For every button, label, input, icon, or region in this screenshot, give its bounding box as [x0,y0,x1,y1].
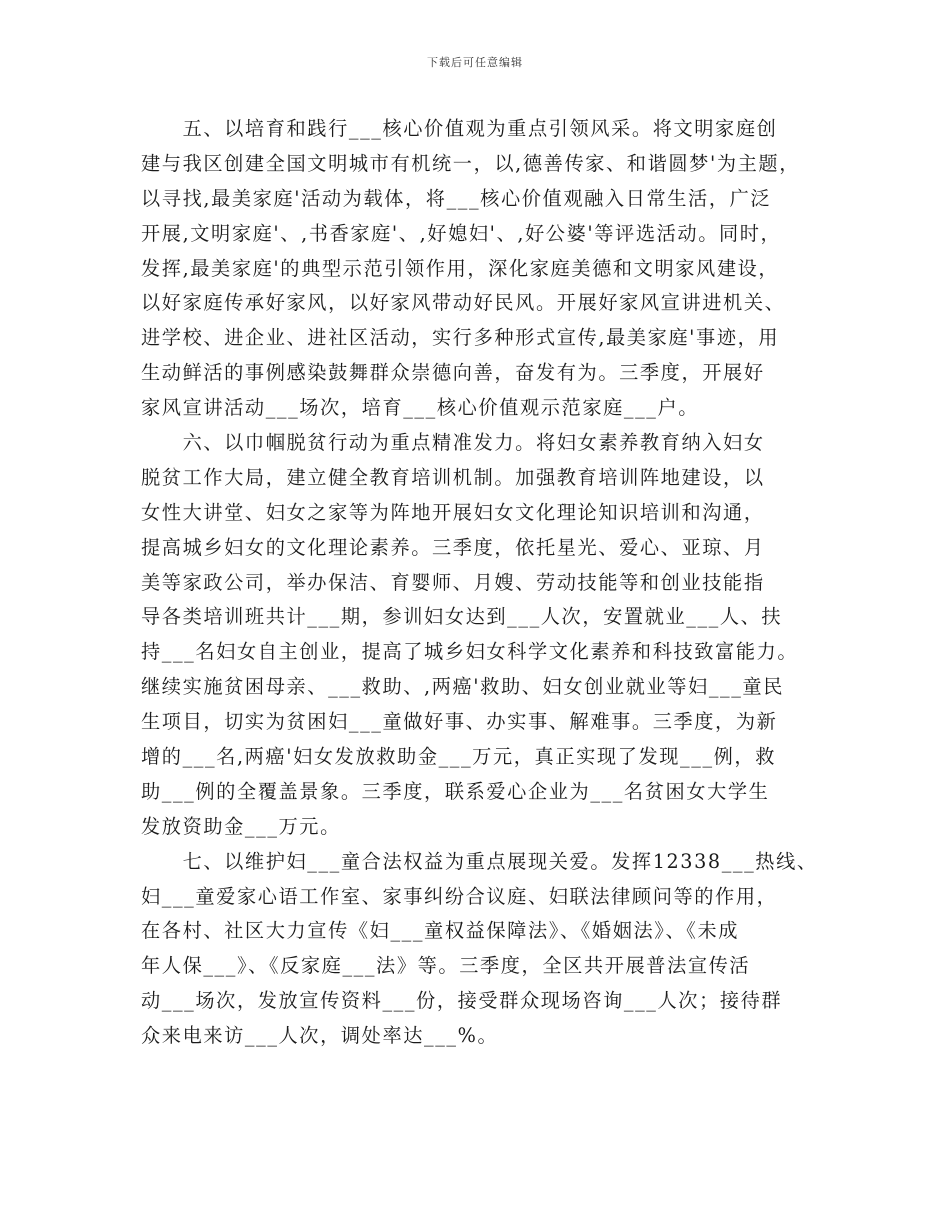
text-line: 家风宣讲活动___场次，培育___核心价值观示范家庭___户。 [141,396,700,420]
page-header: 下载后可任意编辑 [427,56,523,69]
text-line: 美等家政公司，举办保洁、育婴师、月嫂、劳动技能等和创业技能指 [141,570,765,594]
text-line: 以好家庭传承好家风，以好家风带动好民风。开展好家风宣讲进机关、 [141,291,786,315]
text-line: 生动鲜活的事例感染鼓舞群众崇德向善，奋发有为。三季度，开展好 [141,361,765,385]
text-line: 五、以培育和践行___核心价值观为重点引领风采。将文明家庭创 [141,117,778,140]
paragraph-seven [141,845,831,1054]
text-line: 众来电来访___人次，调处率达___%。 [141,1024,499,1048]
text-line: 提高城乡妇女的文化理论素养。三季度，依托星光、爱心、亚琼、月 [141,535,765,559]
text-line: 生项目，切实为贫困妇___童做好事、办实事、解难事。三季度，为新 [141,710,778,734]
text-line: 动___场次，发放宣传资料___份，接受群众现场咨询___人次；接待群 [141,989,783,1013]
text-line: 继续实施贫困母亲、___救助、,两癌'救助、妇女创业就业等妇___童民 [141,675,784,699]
text-line: 女性大讲堂、妇女之家等为阵地开展妇女文化理论知识培训和沟通， [141,500,765,524]
text-line: 脱贫工作大局，建立健全教育培训机制。加强教育培训阵地建设，以 [141,465,765,489]
text-line: 在各村、社区大力宣传《妇___童权益保障法》、《婚姻法》、《未成 [141,919,740,943]
text-line: 六、以巾帼脱贫行动为重点精准发力。将妇女素养教育纳入妇女 [141,431,765,455]
text-line: 年人保___》、《反家庭___法》等。三季度，全区共开展普法宣传活 [141,954,751,978]
text-line: 发挥,最美家庭'的典型示范引领作用，深化家庭美德和文明家风建设， [141,256,780,280]
text-line: 持___名妇女自主创业，提高了城乡妇女科学文化素养和科技致富能力。 [141,640,799,664]
paragraph-six [141,426,831,845]
text-line: 妇___童爱家心语工作室、家事纠纷合议庭、妇联法律顾问等的作用， [141,884,778,908]
text-line: 进学校、进企业、进社区活动，实行多种形式宣传,最美家庭'事迹，用 [141,326,780,350]
text-line: 七、以维护妇___童合法权益为重点展现关爱。发挥12338___热线、 [141,849,818,873]
paragraph-five [141,112,831,426]
text-line: 增的___名,两癌'妇女发放救助金___万元，真正实现了发现___例，救 [141,745,777,769]
text-line: 助___例的全覆盖景象。三季度，联系爱心企业为___名贫困女大学生 [141,779,770,803]
text-line: 以寻找,最美家庭'活动为载体，将___核心价值观融入日常生活，广泛 [141,186,772,210]
text-line: 建与我区创建全国文明城市有机统一，以,德善传家、和谐圆梦'为主题， [141,151,800,175]
document-body [141,112,831,1054]
text-line: 导各类培训班共计___期，参训妇女达到___人次，安置就业___人、扶 [141,605,783,629]
text-line: 开展,文明家庭'、,书香家庭'、,好媳妇'、,好公婆'等评选活动。同时， [141,221,782,245]
text-line: 发放资助金___万元。 [141,814,341,838]
